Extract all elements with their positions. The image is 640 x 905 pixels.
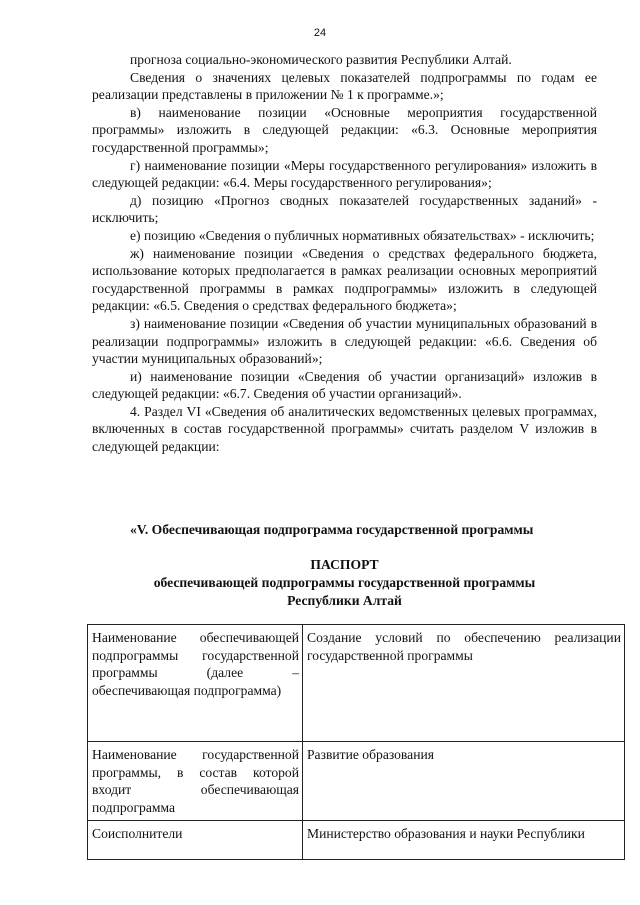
passport-subtitle-line1: обеспечивающей подпрограммы государственной программы [153, 575, 536, 590]
paragraph-item-i: и) наименование позиции «Сведения об участии организаций» изложив в следующей редакции: «6.7. Сведения об участии организаций». [92, 368, 597, 402]
table-row [88, 821, 625, 860]
passport-subtitle-line2: Республики Алтай [287, 593, 402, 608]
table-cell-value: Развитие образования [303, 742, 625, 821]
paragraph-item-g: г) наименование позиции «Меры государственного регулирования» изложить в следующей редакции: «6.4. Меры государственного регулирования»; [92, 157, 597, 191]
table-cell-value: Создание условий по обеспечению реализации государственной программы [303, 625, 625, 742]
table-cell-label: Наименование государственной программы, в состав которой входит обеспечивающая подпрограмма [88, 742, 303, 821]
paragraph-target-indicators: Сведения о значениях целевых показателей подпрограммы по годам ее реализации представлены в приложении № 1 к программе.»; [92, 69, 597, 103]
paragraph-forecast: прогноза социально-экономического развития Республики Алтай. [130, 52, 512, 67]
body-text [92, 51, 597, 456]
table-cell-value: Министерство образования и науки Республики [303, 821, 625, 860]
page-number: 24 [313, 27, 327, 39]
paragraph-item-v: в) наименование позиции «Основные мероприятия государственной программы» изложить в следующей редакции: «6.3. Основные мероприятия государственной программы»; [92, 104, 597, 155]
passport-title: ПАСПОРТ [310, 557, 379, 572]
table-cell-label: Наименование обеспечивающей подпрограммы государственной программы (далее – обеспечивающая подпрограмма) [88, 625, 303, 742]
paragraph-item-z: з) наименование позиции «Сведения об участии муниципальных образований в реализации подпрограммы» изложить в следующей редакции: «6.6. Сведения об участии муниципальных образований»; [92, 315, 597, 367]
table-cell-label: Соисполнители [88, 821, 303, 860]
passport-table [87, 624, 625, 860]
section-heading: «V. Обеспечивающая подпрограмма государственной программы [130, 522, 534, 537]
table-row [88, 742, 625, 821]
paragraph-section-4: 4. Раздел VI «Сведения об аналитических ведомственных целевых программах, включенных в состав государственной программы» считать разделом V изложив в следующей редакции: [92, 403, 597, 455]
paragraph-item-e: е) позицию «Сведения о публичных нормативных обязательствах» - исключить; [130, 227, 595, 243]
passport-heading [92, 556, 597, 610]
paragraph-item-zh: ж) наименование позиции «Сведения о средствах федерального бюджета, использование которых предполагается в рамках реализации основных мероприятий государственной программы в рамках подпрограммы» изложить в следующей редакции: «6.5. Сведения о средствах федерального бюджета»; [92, 245, 597, 314]
paragraph-item-d: д) позицию «Прогноз сводных показателей государственных заданий» - исключить; [92, 192, 597, 226]
table-row [88, 625, 625, 742]
